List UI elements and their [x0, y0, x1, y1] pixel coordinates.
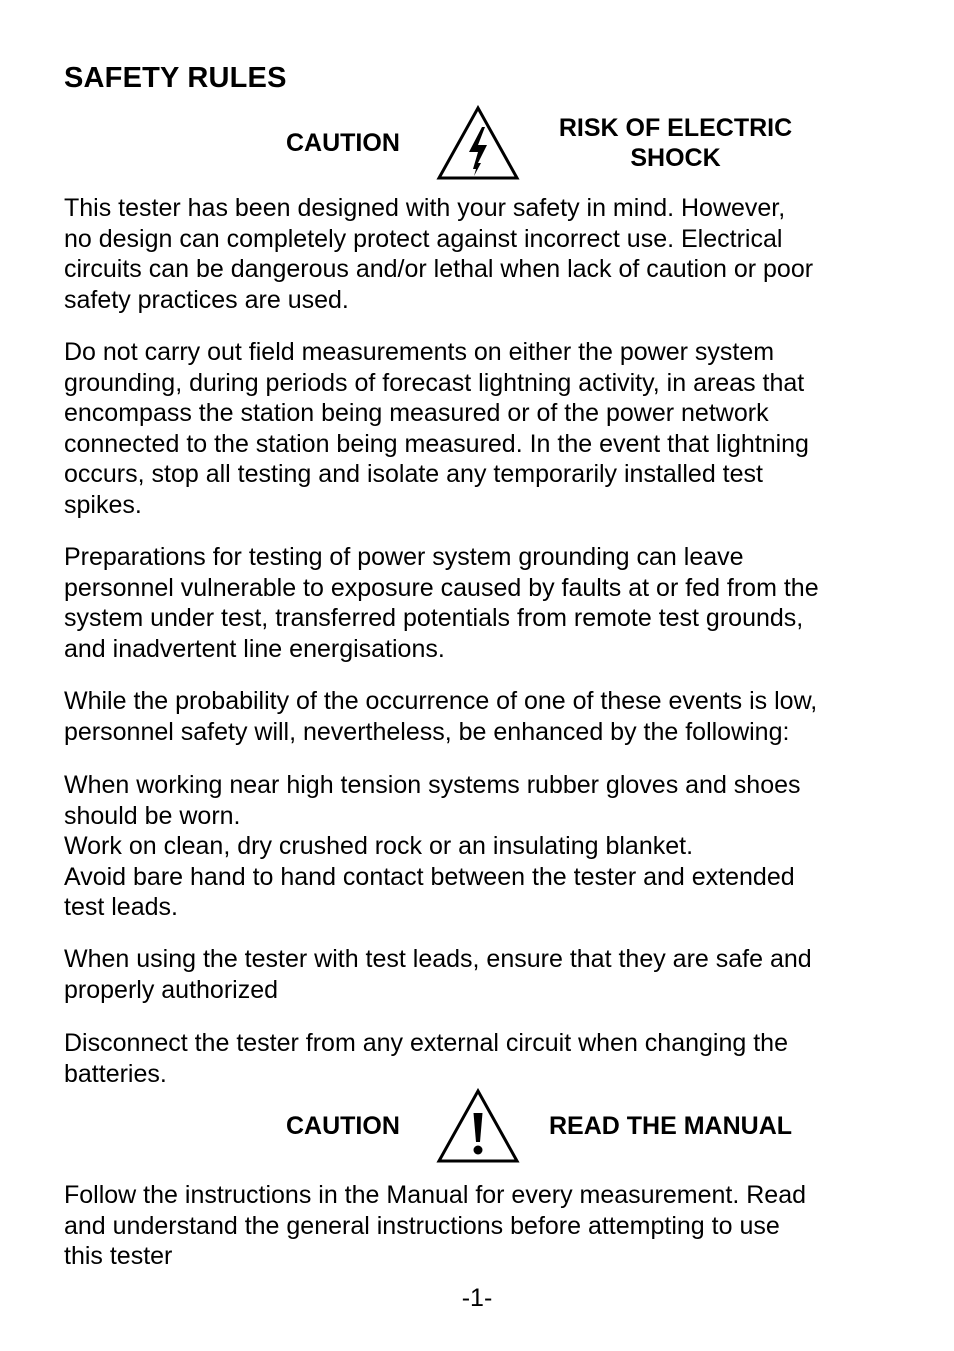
text-line: batteries. — [64, 1059, 167, 1088]
text-line: Follow the instructions in the Manual for every measurement. Read — [64, 1181, 807, 1209]
text-line: and inadvertent line energisations. — [64, 634, 445, 663]
text-line: Preparations for testing of power system grounding can leave — [64, 543, 744, 571]
text-line: Disconnect the tester from any external circuit when changing the — [64, 1029, 788, 1057]
text-line: grounding, during periods of forecast lightning activity, in areas that — [64, 368, 805, 397]
page-title: SAFETY RULES — [64, 62, 287, 94]
paragraph-lightning — [64, 337, 904, 520]
text-line: properly authorized — [64, 975, 279, 1004]
text-line: encompass the station being measured or of the power network — [64, 399, 769, 427]
text-line: occurs, stop all testing and isolate any temporarily installed test — [64, 460, 763, 488]
text-line: When using the tester with test leads, ensure that they are safe and — [64, 945, 812, 973]
paragraph-follow-instructions — [64, 1180, 904, 1272]
risk-of-electric-shock-label — [548, 113, 803, 173]
text-line: personnel safety will, nevertheless, be enhanced by the following: — [64, 717, 790, 746]
text-line: no design can completely protect against incorrect use. Electrical — [64, 224, 783, 253]
text-line: While the probability of the occurrence of one of these events is low, — [64, 687, 818, 715]
paragraph-test-leads — [64, 944, 904, 1005]
text-line: personnel vulnerable to exposure caused by faults at or fed from the — [64, 573, 819, 602]
text-line: Work on clean, dry crushed rock or an insulating blanket. — [64, 832, 694, 860]
text-line: should be worn. — [64, 801, 241, 830]
text-line: connected to the station being measured. In the event that lightning — [64, 429, 809, 458]
paragraph-batteries — [64, 1028, 904, 1089]
paragraph-preparations — [64, 542, 904, 664]
text-line: Avoid bare hand to hand contact between the tester and extended — [64, 862, 795, 891]
paragraph-probability — [64, 686, 904, 747]
caution-label: CAUTION — [286, 1112, 400, 1140]
text-line: This tester has been designed with your safety in mind. However, — [64, 194, 786, 222]
text-line: When working near high tension systems rubber gloves and shoes — [64, 771, 801, 799]
text-line: Do not carry out field measurements on either the power system — [64, 338, 775, 366]
text-line: test leads. — [64, 893, 178, 921]
paragraph-design-safety — [64, 193, 904, 315]
caution-label: CAUTION — [286, 129, 400, 157]
risk-line-2: SHOCK — [630, 144, 721, 172]
read-the-manual-label: READ THE MANUAL — [549, 1112, 793, 1140]
text-line: and understand the general instructions before attempting to use — [64, 1211, 780, 1240]
read-manual-warning — [0, 1088, 954, 1166]
text-line: safety practices are used. — [64, 285, 349, 314]
page-number: -1- — [461, 1284, 493, 1312]
text-line: circuits can be dangerous and/or lethal when lack of caution or poor — [64, 255, 814, 283]
paragraph-precautions — [64, 770, 904, 923]
risk-line-1: RISK OF ELECTRIC — [558, 114, 793, 142]
exclamation-warning-icon — [436, 1088, 520, 1164]
electric-shock-warning-icon — [436, 105, 520, 181]
text-line: spikes. — [64, 490, 142, 519]
electric-shock-warning — [0, 105, 954, 183]
text-line: this tester — [64, 1242, 173, 1270]
text-line: system under test, transferred potentials from remote test grounds, — [64, 604, 804, 632]
